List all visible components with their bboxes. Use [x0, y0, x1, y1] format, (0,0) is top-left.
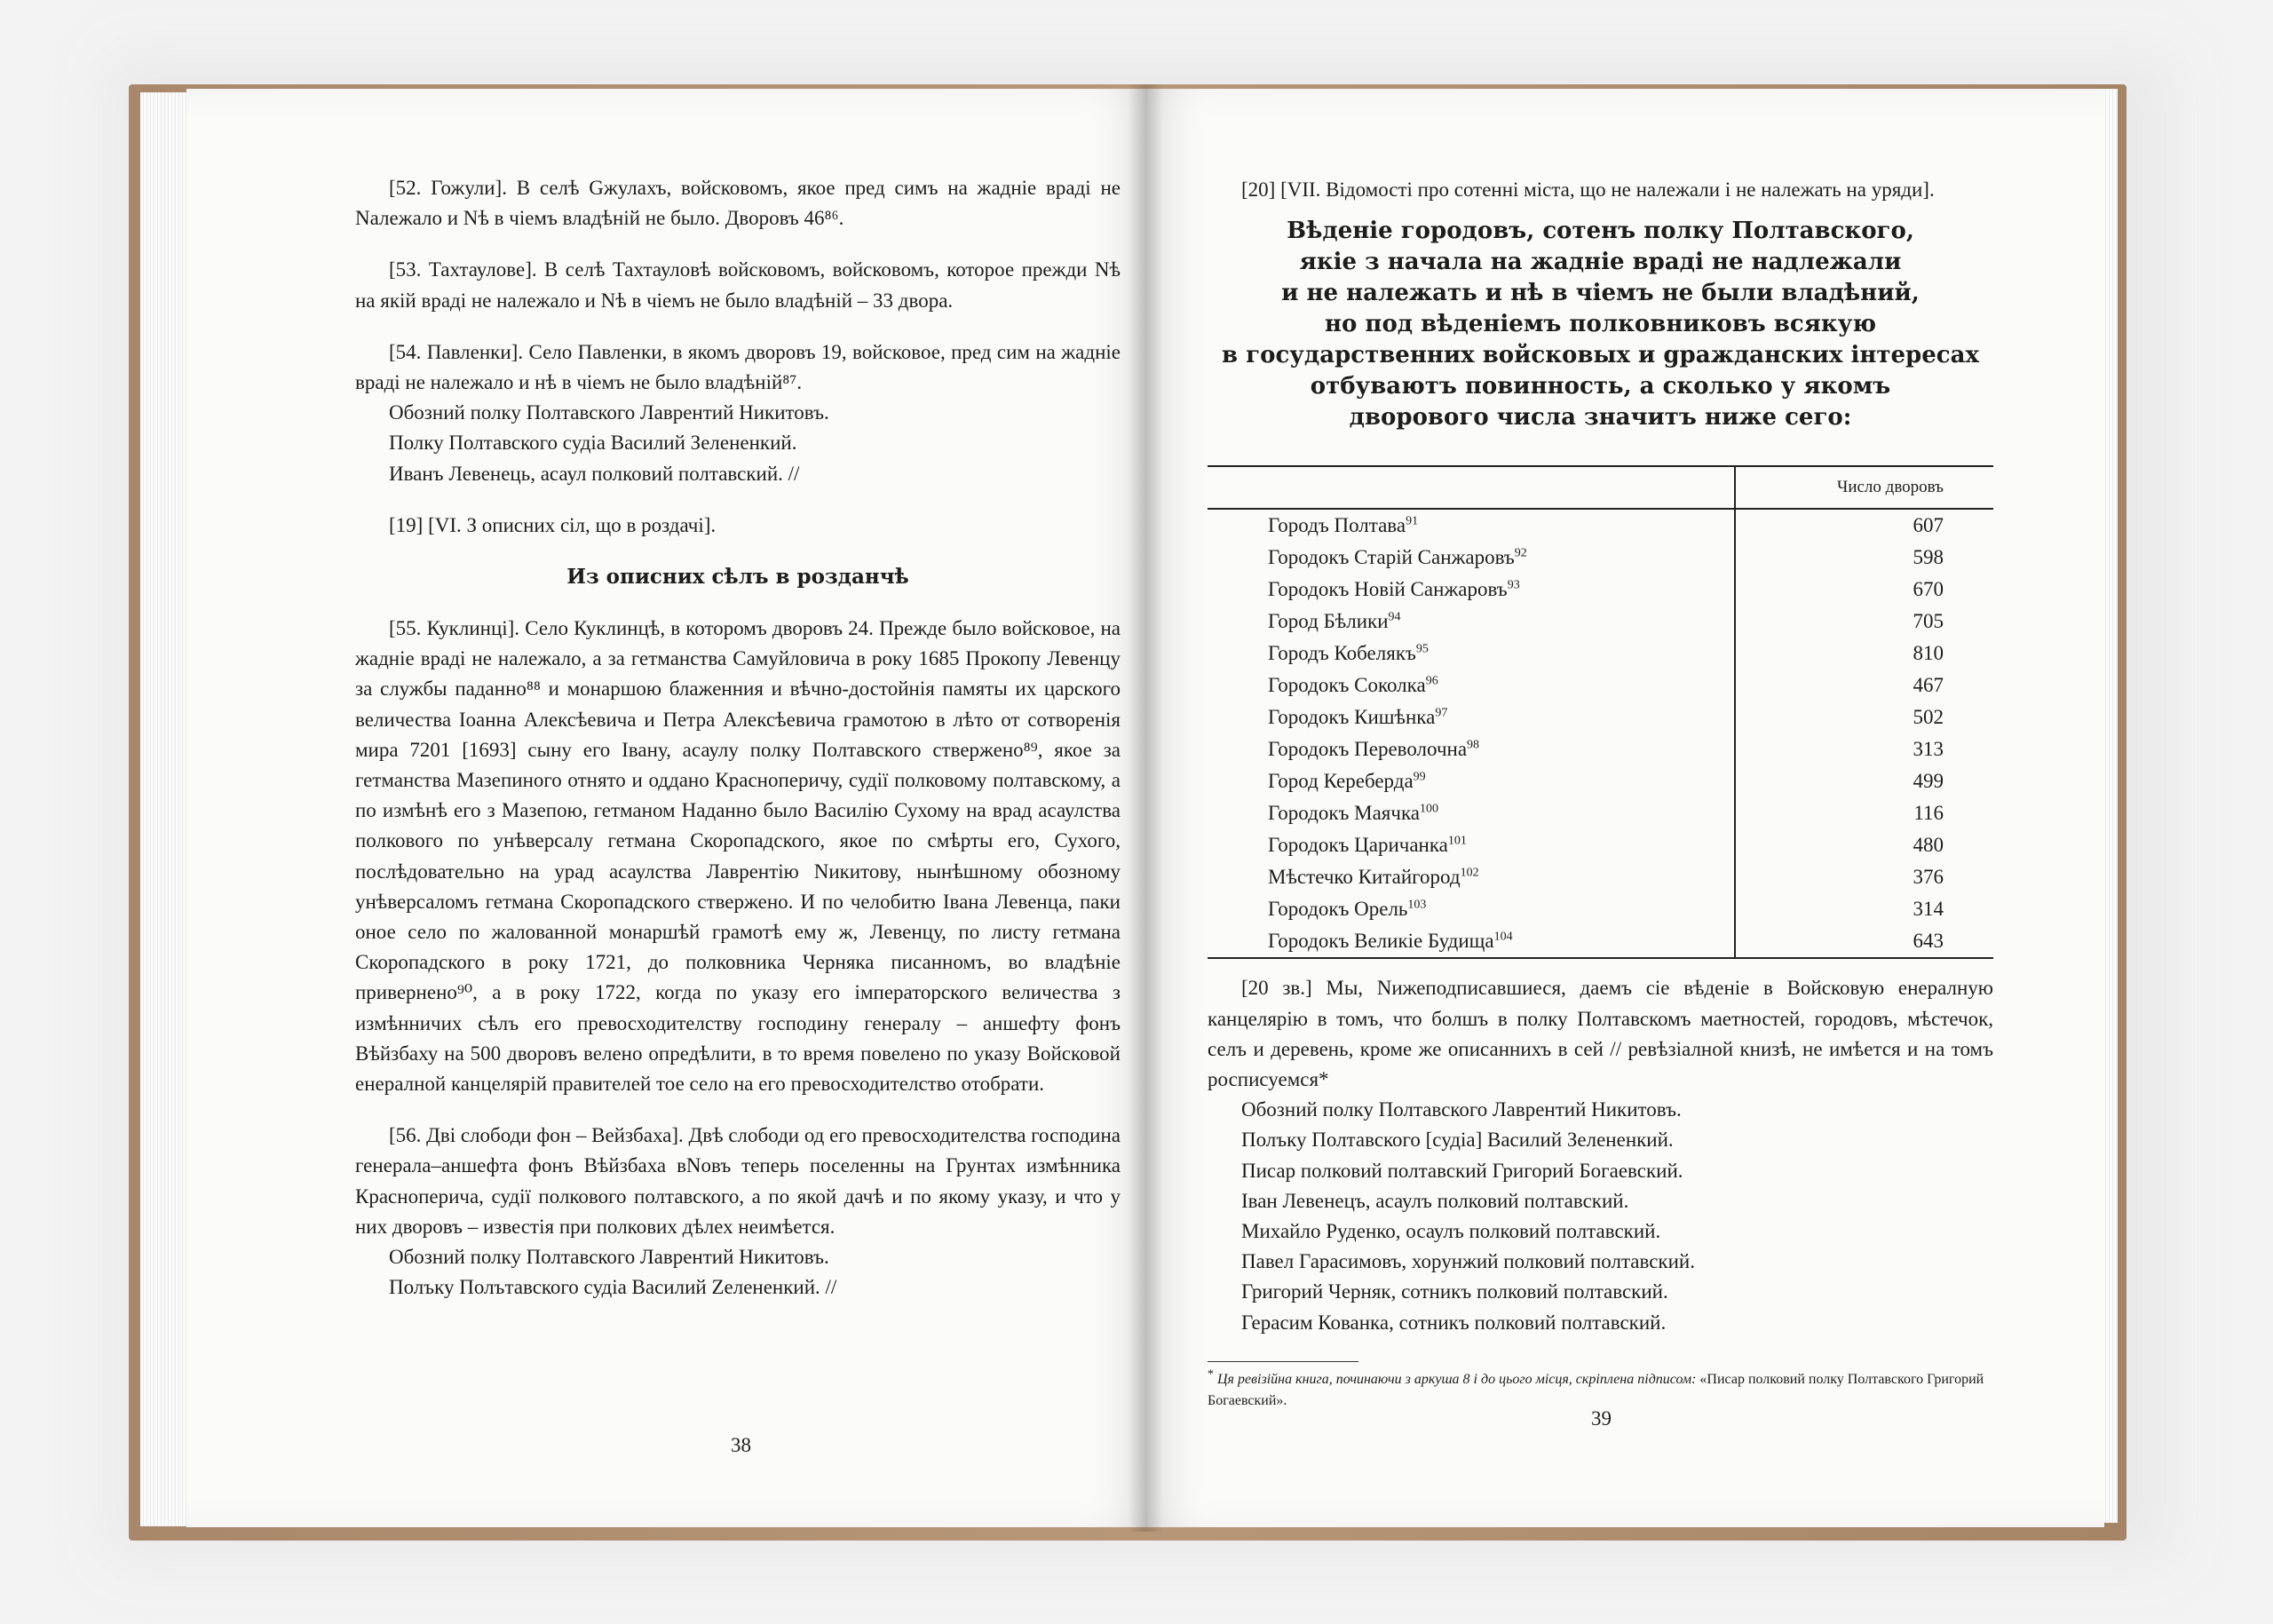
signature-line: Михайло Руденко, осаулъ полковий полтавский.: [1241, 1220, 1661, 1243]
place-name: Городокъ Переволочна: [1268, 738, 1468, 761]
table-heading-line: и не належать и нѣ в чіемъ не были владѣний,: [1281, 280, 1920, 307]
table-heading-line: дворового числа значитъ ниже сего:: [1349, 404, 1852, 432]
signature-line: Обозний полку Полтавского Лаврентий Никитовъ.: [1241, 1098, 1682, 1121]
footnote-plain-text: «Писар полковий полку Полтавского Григорий Богаевский».: [1208, 1371, 1984, 1408]
paragraph-53: [53. Тахтаулове]. В селѣ Тахтауловѣ войсковомъ, войсковомъ, которое прежди Nѣ на якій враді не належало и Nѣ в чіемъ не было владѣній – 33 двора.: [355, 258, 1121, 312]
place-footnote-ref: 100: [1419, 802, 1438, 816]
table-row: [1208, 829, 1993, 861]
table-heading-line: отбуваютъ повинность, а сколько у якомъ: [1310, 373, 1891, 400]
left-page-text: [355, 173, 1121, 1303]
right-page-text: [1208, 175, 1993, 1412]
table-row: [1208, 765, 1993, 797]
household-count-cell: 480: [1913, 834, 1944, 857]
signature-line: Полку Полтавского судіа Василий Зелененкий.: [389, 432, 797, 455]
signature-line: Обозний полку Полтавского Лаврентий Никитовъ.: [389, 1246, 829, 1269]
signature-line: Полъку Полтавского [судіа] Василий Зелененкий.: [1241, 1129, 1674, 1152]
table-row: [1208, 638, 1993, 669]
section-20-title: [20] [VII. Відомості про сотенні міста, що не належали і не належать на уряди].: [1241, 178, 1935, 201]
signature-line: Іван Левенецъ, асаулъ полковий полтавский.: [1241, 1189, 1629, 1212]
table-row: [1208, 733, 1993, 765]
paragraph-56: [56. Дві слободи фон – Вейзбаха]. Двѣ слободи од его превосходителства господина генерала–аншефта фонъ Вѣйзбаха вNовъ теперь поселенны на Грунтах измѣнника Красноперича, судії полкового полтавского, а по якой дачѣ и по якому указу, и что у них дворовъ – известія при полкових дѣлех неимѣется.: [355, 1124, 1121, 1238]
household-count-cell: 810: [1913, 642, 1944, 665]
household-count-cell: 705: [1913, 610, 1944, 633]
place-name-cell: [1208, 797, 1735, 829]
page-stack-left: [140, 92, 194, 1526]
paragraph-55: [55. Куклинці]. Село Куклинцѣ, в которомъ дворовъ 24. Прежде было войсковое, на жадніе враді не належало, а за гетманства Самуйловича в року 1685 Прокопу Левенцу за службы паданно⁸⁸ и монаршою блаженния и вѣчно-достойнія памяты их царского величества Іоанна Алексѣевича и Петра Алексѣевича грамотою в лѣто от сотворенія мира 7201 [1693] сыну его Івану, асаулу полку Полтавского ствержено⁸⁹, якое за гетманства Мазепиного отнято и оддано Красноперичу, судії полковому полтавскому, а по измѣнѣ его з Мазепою, гетманом Наданно было Василію Сухому на врад асаулства полкового по унѣверсалу гетмана Скоропадского, якое по смѣрты его, Сухого, послѣдовательно на урад асаулства Лаврентію Nикитову, нынѣшному обозному унѣверсаломъ гетмана Скоропадского ствержено. И по челобитю Івана Левенца, паки оное село по жалованной монаршѣй грамотѣ ему ж, Левенцу, по листу гетмана Скоропадского в року 1721, до полковника Черняка писанномъ, во владѣніе привернено⁹⁰, а в року 1722, когда по указу его імператорского величества з измѣнничих сѣлъ его превосходителству господину генералу – аншефту фонъ Вѣйзбаху на 500 дворовъ велено опредѣлити, в то время повелено по указу Войсковой енералной канцелярій правителей тое село на его превосходителство отобрати.: [355, 617, 1121, 1096]
place-name-cell: [1208, 925, 1735, 958]
table-heading-line: но под вѣденіемъ полковниковъ всякую: [1325, 311, 1876, 338]
signature-line: Герасим Кованка, сотникъ полковий полтавский.: [1241, 1311, 1667, 1334]
place-name-cell: [1208, 733, 1735, 765]
footnote-italic-text: Ця ревізійна книга, починаючи з аркуша 8 і до цього місця, скріплена підписом:: [1217, 1371, 1697, 1387]
place-footnote-ref: 97: [1435, 706, 1448, 720]
place-footnote-ref: 91: [1406, 514, 1419, 528]
place-name-cell: [1208, 765, 1735, 797]
table-row: [1208, 893, 1993, 925]
place-footnote-ref: 101: [1447, 834, 1467, 848]
paragraph-52: [52. Гожули]. В селѣ Gжулахъ, войсковомъ, якое пред симъ на жадніе враді не Nалежало и Nѣ в чіемъ владѣній не было. Дворовъ 46⁸⁶.: [355, 177, 1121, 230]
table-heading-line: якіе з начала на жадніе враді не надлежали: [1299, 249, 1902, 276]
page-number-left: 38: [731, 1434, 751, 1456]
place-name-cell: [1208, 509, 1735, 542]
place-name-cell: [1208, 542, 1735, 574]
place-name-cell: [1208, 574, 1735, 606]
household-count-cell: 314: [1913, 898, 1944, 921]
place-name-cell: [1208, 701, 1735, 733]
household-count-cell: 670: [1913, 578, 1944, 601]
table-header-count: Число дворовъ: [1735, 466, 1993, 509]
place-name-cell: [1208, 893, 1735, 925]
table-heading-line: Вѣденіе городовъ, сотенъ полку Полтавского,: [1287, 218, 1914, 245]
place-footnote-ref: 102: [1460, 866, 1479, 880]
table-row: [1208, 925, 1993, 958]
place-name: Городокъ Старій Санжаровъ: [1268, 546, 1515, 569]
place-footnote-ref: 98: [1467, 738, 1480, 752]
place-name: Мѣстечко Китайгород: [1268, 866, 1461, 889]
place-name: Городокъ Соколка: [1268, 674, 1426, 697]
place-name: Городъ Полтава: [1268, 514, 1406, 537]
table-row: [1208, 797, 1993, 829]
household-count-cell: 313: [1913, 738, 1944, 761]
place-name: Городокъ Новій Санжаровъ: [1268, 578, 1508, 601]
place-footnote-ref: 95: [1415, 642, 1429, 656]
place-footnote-ref: 96: [1425, 674, 1438, 688]
section-19-heading: Из описних сѣлъ в розданчѣ: [566, 565, 909, 590]
place-footnote-ref: 93: [1507, 578, 1520, 592]
household-count-cell: 376: [1913, 866, 1944, 889]
signature-line: Писар полковий полтавский Григорий Богаевский.: [1241, 1159, 1683, 1182]
book-gutter: [1128, 84, 1163, 1532]
place-name-cell: [1208, 606, 1735, 638]
place-name-cell: [1208, 638, 1735, 669]
table-row: [1208, 509, 1993, 542]
place-name: Город Бѣлики: [1268, 610, 1389, 633]
place-name: Городокъ Царичанка: [1268, 834, 1448, 857]
household-count-cell: 499: [1913, 770, 1944, 793]
place-name: Городокъ Кишѣнка: [1268, 706, 1436, 729]
place-name-cell: [1208, 829, 1735, 861]
household-count-cell: 467: [1913, 674, 1944, 697]
place-name-cell: [1208, 669, 1735, 701]
footnote-marker: *: [1208, 1367, 1214, 1382]
place-footnote-ref: 94: [1388, 610, 1401, 624]
table-row: [1208, 669, 1993, 701]
section-19-title: [19] [VI. З описних сіл, що в роздачі].: [389, 513, 717, 536]
table-heading-line: в государственних войсковых и gражданских інтересах: [1222, 342, 1979, 369]
table-row: [1208, 574, 1993, 606]
paragraph-20zv: [20 зв.] Мы, Nижеподписавшиеся, даемъ сіе вѣденіе в Войсковую енералную канцелярію в томъ, что болшъ в полку Полтавскомъ маетностей, городовъ, мѣстечок, селъ и деревень, кроме же описаннихъ в сей // ревѣзіалной книзѣ, не имѣется и на томъ росписуемся*: [1208, 977, 1993, 1091]
footnote: [1208, 1369, 1993, 1412]
household-count-cell: 502: [1913, 706, 1944, 729]
footnote-rule: [1208, 1361, 1358, 1362]
table-row: [1208, 606, 1993, 638]
households-table: [1208, 465, 1993, 959]
table-header-empty: [1208, 466, 1735, 509]
place-name: Городокъ Великіе Будища: [1268, 930, 1494, 953]
household-count-cell: 116: [1913, 802, 1944, 825]
signature-line: Григорий Черняк, сотникъ полковий полтавский.: [1241, 1280, 1668, 1303]
place-footnote-ref: 92: [1514, 546, 1527, 560]
place-footnote-ref: 104: [1493, 930, 1513, 944]
table-row: [1208, 701, 1993, 733]
table-row: [1208, 861, 1993, 893]
paragraph-54: [54. Павленки]. Село Павленки, в якомъ дворовъ 19, войсковое, пред сим на жадніе враді не належало и нѣ в чіемъ не было владѣній⁸⁷.: [355, 340, 1121, 394]
place-name: Городъ Кобелякъ: [1268, 642, 1416, 665]
place-name: Городокъ Маячка: [1268, 802, 1420, 825]
place-name: Город Кереберда: [1268, 770, 1414, 793]
place-footnote-ref: 99: [1413, 770, 1426, 784]
household-count-cell: 643: [1735, 925, 1993, 958]
place-name: Городокъ Орель: [1268, 898, 1408, 921]
page-number-right: 39: [1591, 1407, 1612, 1430]
place-name-cell: [1208, 861, 1735, 893]
signature-line: Полъку Полътавского судіа Василий Zелененкий. //: [389, 1276, 837, 1299]
household-count-cell: 598: [1913, 546, 1944, 569]
household-count-cell: 607: [1913, 514, 1944, 537]
table-row: [1208, 542, 1993, 574]
place-footnote-ref: 103: [1407, 898, 1427, 912]
signature-line: Иванъ Левенець, асаул полковий полтавский. //: [389, 462, 800, 485]
signature-line: Обозний полку Полтавского Лаврентий Никитовъ.: [389, 401, 829, 424]
signature-line: Павел Гарасимовъ, хорунжий полковий полтавский.: [1241, 1250, 1695, 1273]
